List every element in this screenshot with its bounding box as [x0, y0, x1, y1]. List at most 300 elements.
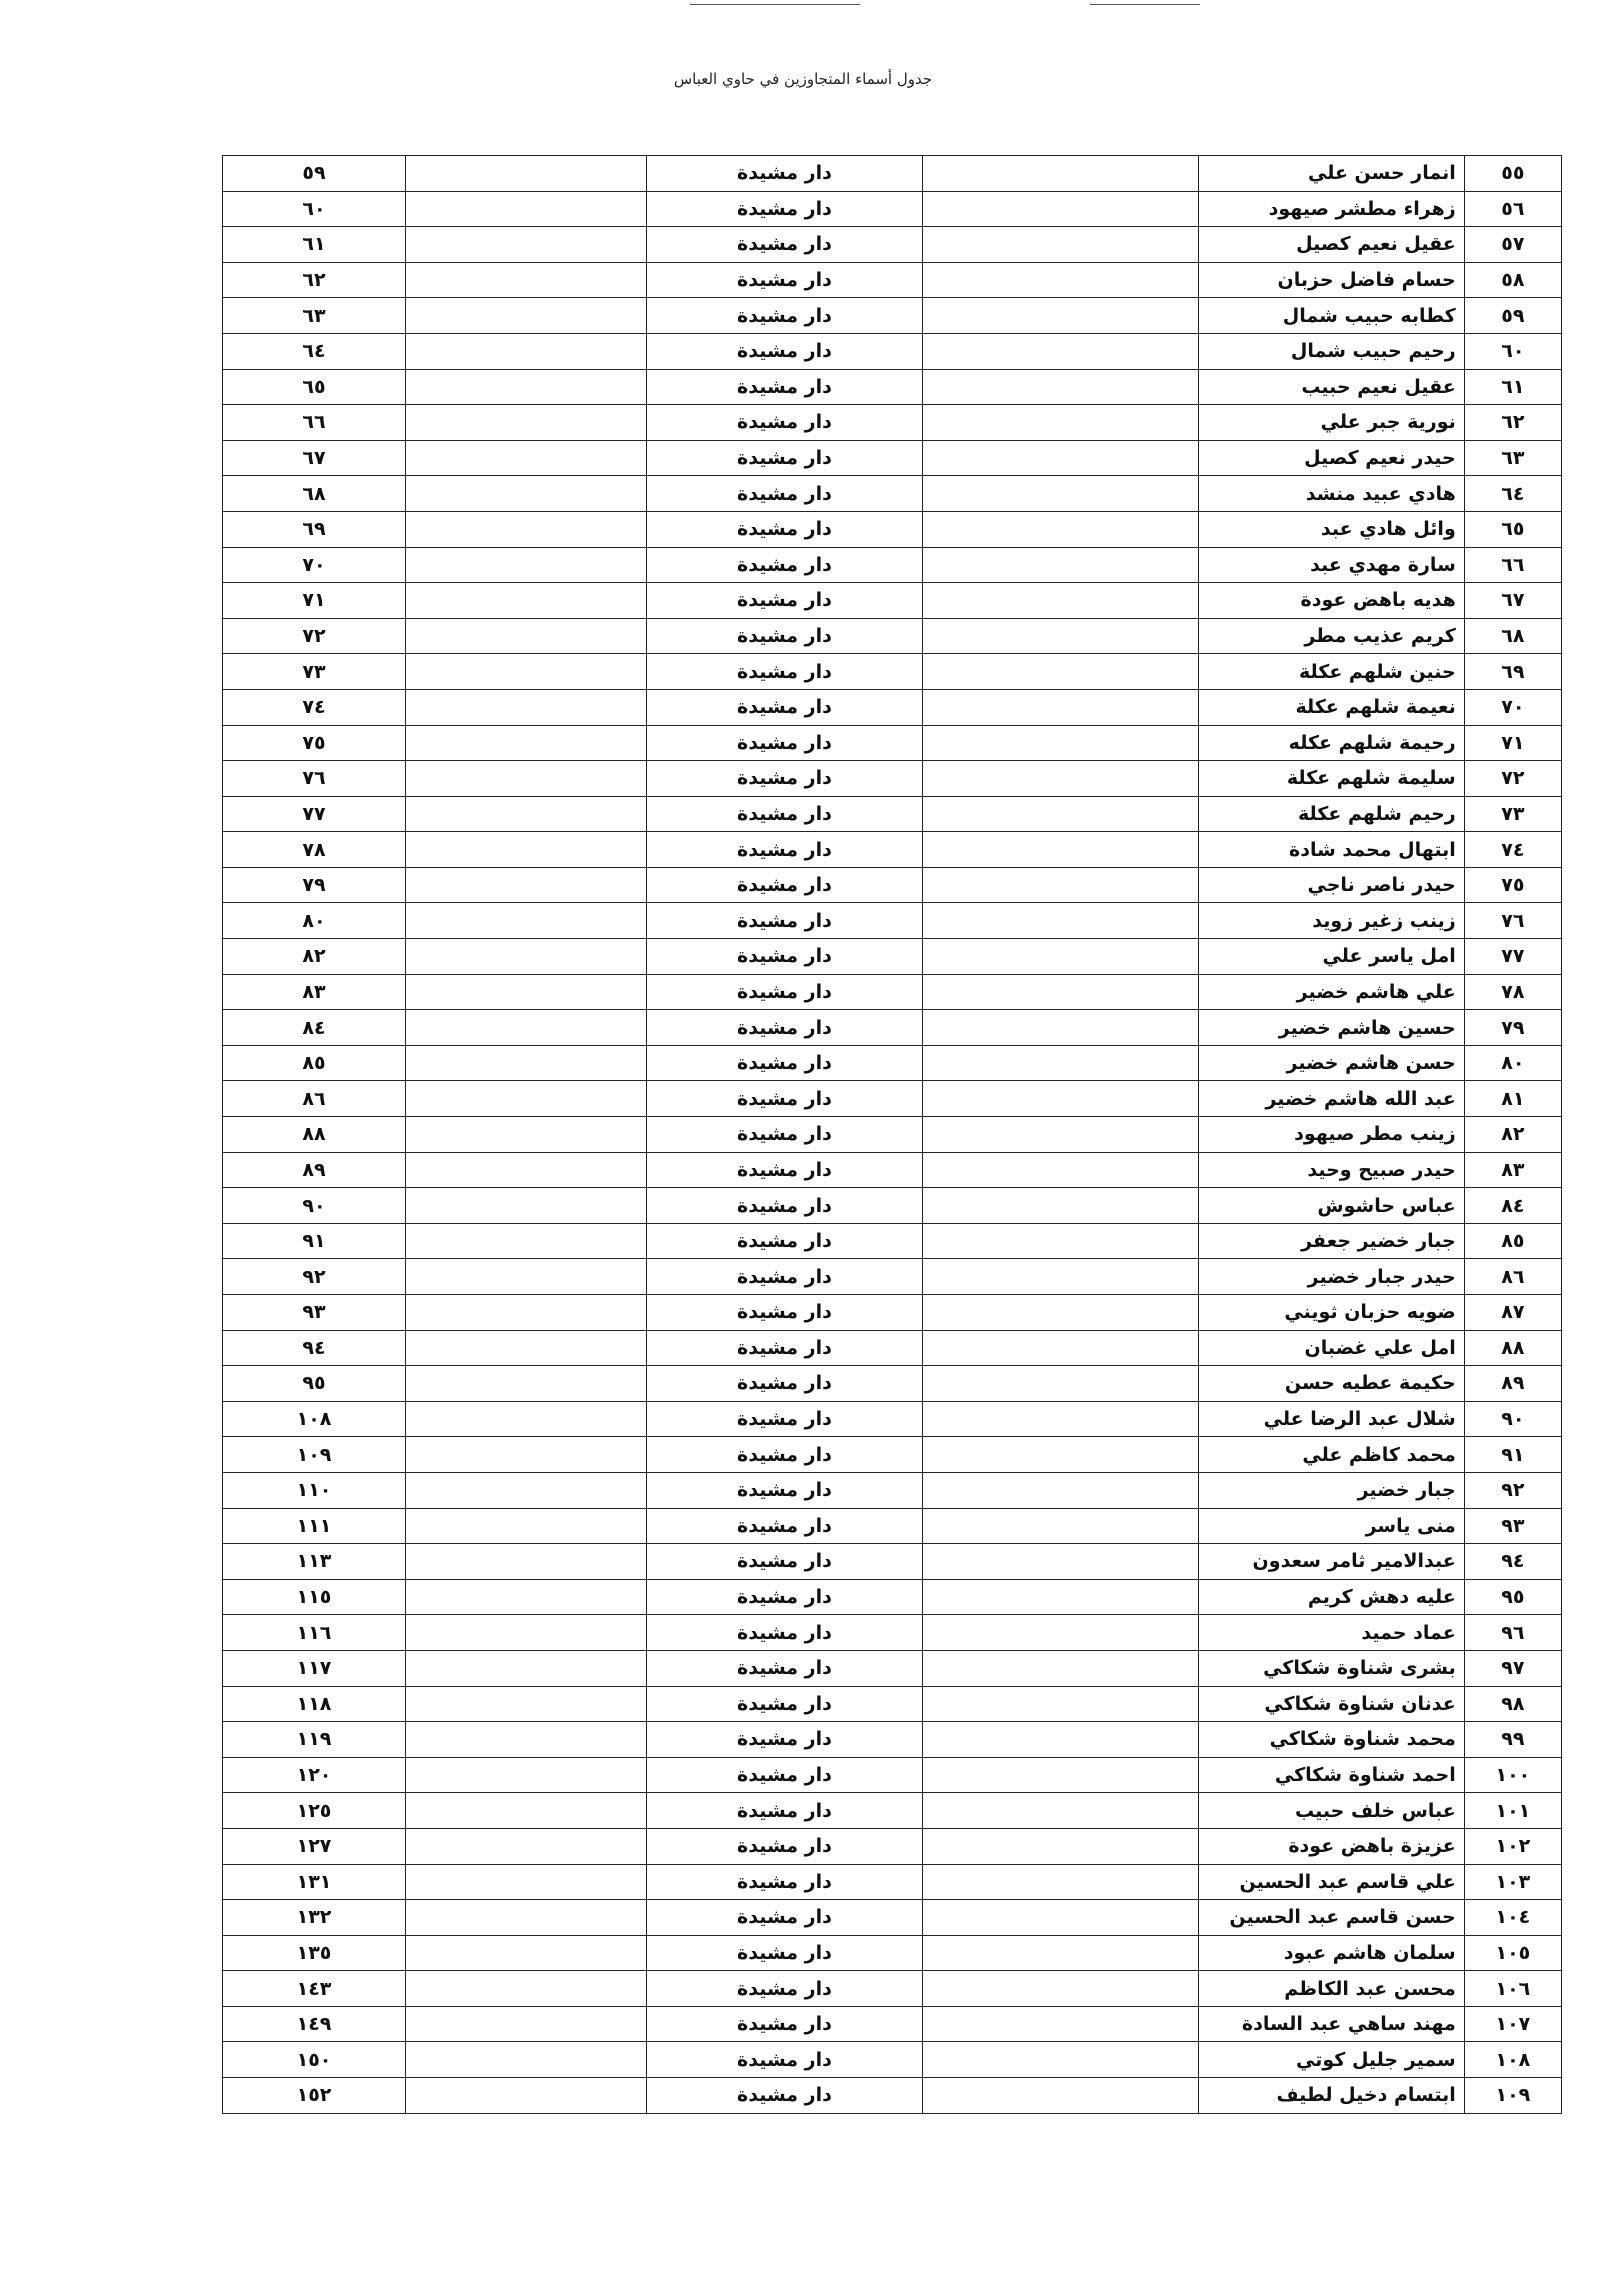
top-rule-right — [1090, 4, 1200, 5]
sequence-number-cell: ١٠٣ — [1464, 1864, 1561, 1900]
property-type-cell: دار مشيدة — [646, 511, 922, 547]
empty-cell — [922, 262, 1198, 298]
property-type-cell: دار مشيدة — [646, 1722, 922, 1758]
property-type-cell: دار مشيدة — [646, 654, 922, 690]
plot-number-cell: ١٢٥ — [223, 1793, 406, 1829]
sequence-number-cell: ٨٩ — [1464, 1366, 1561, 1402]
property-type-cell: دار مشيدة — [646, 1401, 922, 1437]
empty-cell — [406, 1117, 647, 1153]
plot-number-cell: ٧٤ — [223, 689, 406, 725]
empty-cell — [922, 2078, 1198, 2114]
table-row — [223, 1010, 1562, 1046]
empty-cell — [922, 511, 1198, 547]
person-name-cell: عبدالامير ثامر سعدون — [1199, 1544, 1465, 1580]
sequence-number-cell: ٩٧ — [1464, 1650, 1561, 1686]
top-rule-left — [690, 4, 860, 5]
property-type-cell: دار مشيدة — [646, 440, 922, 476]
empty-cell — [406, 1793, 647, 1829]
person-name-cell: علي هاشم خضير — [1199, 974, 1465, 1010]
table-row — [223, 1828, 1562, 1864]
sequence-number-cell: ١٠٨ — [1464, 2042, 1561, 2078]
table-body — [223, 156, 1562, 2114]
empty-cell — [406, 939, 647, 975]
table-row — [223, 1295, 1562, 1331]
empty-cell — [922, 1544, 1198, 1580]
empty-cell — [406, 1045, 647, 1081]
empty-cell — [406, 2078, 647, 2114]
sequence-number-cell: ٩٢ — [1464, 1472, 1561, 1508]
sequence-number-cell: ٩٨ — [1464, 1686, 1561, 1722]
empty-cell — [406, 1544, 647, 1580]
sequence-number-cell: ٦٧ — [1464, 583, 1561, 619]
person-name-cell: رحيم حبيب شمال — [1199, 333, 1465, 369]
plot-number-cell: ٧١ — [223, 583, 406, 619]
empty-cell — [922, 547, 1198, 583]
person-name-cell: جبار خضير — [1199, 1472, 1465, 1508]
empty-cell — [922, 1010, 1198, 1046]
empty-cell — [922, 1722, 1198, 1758]
person-name-cell: محسن عبد الكاظم — [1199, 1971, 1465, 2007]
table-row — [223, 2042, 1562, 2078]
empty-cell — [406, 476, 647, 512]
empty-cell — [406, 1579, 647, 1615]
empty-cell — [406, 1615, 647, 1651]
table-row — [223, 1508, 1562, 1544]
empty-cell — [922, 156, 1198, 192]
property-type-cell: دار مشيدة — [646, 939, 922, 975]
property-type-cell: دار مشيدة — [646, 1259, 922, 1295]
empty-cell — [406, 1010, 647, 1046]
empty-cell — [922, 1223, 1198, 1259]
empty-cell — [922, 1793, 1198, 1829]
property-type-cell: دار مشيدة — [646, 583, 922, 619]
property-type-cell: دار مشيدة — [646, 156, 922, 192]
empty-cell — [406, 2042, 647, 2078]
person-name-cell: سمير جليل كوتي — [1199, 2042, 1465, 2078]
empty-cell — [922, 298, 1198, 334]
plot-number-cell: ١٣٢ — [223, 1900, 406, 1936]
empty-cell — [406, 2006, 647, 2042]
table-row — [223, 1935, 1562, 1971]
plot-number-cell: ٩٥ — [223, 1366, 406, 1402]
plot-number-cell: ١١٣ — [223, 1544, 406, 1580]
person-name-cell: عباس حاشوش — [1199, 1188, 1465, 1224]
empty-cell — [922, 476, 1198, 512]
property-type-cell: دار مشيدة — [646, 1010, 922, 1046]
sequence-number-cell: ٩٦ — [1464, 1615, 1561, 1651]
empty-cell — [406, 191, 647, 227]
plot-number-cell: ٨٢ — [223, 939, 406, 975]
property-type-cell: دار مشيدة — [646, 333, 922, 369]
empty-cell — [922, 583, 1198, 619]
property-type-cell: دار مشيدة — [646, 2078, 922, 2114]
plot-number-cell: ٧٢ — [223, 618, 406, 654]
person-name-cell: عدنان شناوة شكاكي — [1199, 1686, 1465, 1722]
table-row — [223, 2078, 1562, 2114]
table-row — [223, 1330, 1562, 1366]
person-name-cell: محمد شناوة شكاكي — [1199, 1722, 1465, 1758]
empty-cell — [406, 654, 647, 690]
sequence-number-cell: ٨٦ — [1464, 1259, 1561, 1295]
empty-cell — [406, 725, 647, 761]
empty-cell — [406, 1722, 647, 1758]
property-type-cell: دار مشيدة — [646, 1295, 922, 1331]
sequence-number-cell: ٦١ — [1464, 369, 1561, 405]
empty-cell — [406, 618, 647, 654]
property-type-cell: دار مشيدة — [646, 1686, 922, 1722]
property-type-cell: دار مشيدة — [646, 405, 922, 441]
trespassers-table — [222, 155, 1562, 2114]
empty-cell — [406, 867, 647, 903]
table-row — [223, 1900, 1562, 1936]
empty-cell — [406, 832, 647, 868]
empty-cell — [922, 1650, 1198, 1686]
person-name-cell: رحيم شلهم عكلة — [1199, 796, 1465, 832]
empty-cell — [922, 1508, 1198, 1544]
sequence-number-cell: ٦٦ — [1464, 547, 1561, 583]
empty-cell — [922, 191, 1198, 227]
empty-cell — [406, 1864, 647, 1900]
person-name-cell: منى ياسر — [1199, 1508, 1465, 1544]
table-row — [223, 1615, 1562, 1651]
empty-cell — [922, 1864, 1198, 1900]
table-row — [223, 262, 1562, 298]
plot-number-cell: ٦٩ — [223, 511, 406, 547]
plot-number-cell: ٦٢ — [223, 262, 406, 298]
empty-cell — [922, 1935, 1198, 1971]
sequence-number-cell: ٧٩ — [1464, 1010, 1561, 1046]
empty-cell — [406, 1188, 647, 1224]
plot-number-cell: ٦٣ — [223, 298, 406, 334]
plot-number-cell: ٧٧ — [223, 796, 406, 832]
property-type-cell: دار مشيدة — [646, 832, 922, 868]
plot-number-cell: ٧٣ — [223, 654, 406, 690]
property-type-cell: دار مشيدة — [646, 1650, 922, 1686]
sequence-number-cell: ٦٢ — [1464, 405, 1561, 441]
empty-cell — [406, 262, 647, 298]
empty-cell — [406, 1401, 647, 1437]
plot-number-cell: ٨٩ — [223, 1152, 406, 1188]
person-name-cell: سارة مهدي عبد — [1199, 547, 1465, 583]
table-row — [223, 832, 1562, 868]
person-name-cell: زهراء مطشر صيهود — [1199, 191, 1465, 227]
property-type-cell: دار مشيدة — [646, 867, 922, 903]
sequence-number-cell: ٨٤ — [1464, 1188, 1561, 1224]
empty-cell — [406, 796, 647, 832]
person-name-cell: حيدر ناصر ناجي — [1199, 867, 1465, 903]
sequence-number-cell: ٦٣ — [1464, 440, 1561, 476]
plot-number-cell: ٩١ — [223, 1223, 406, 1259]
person-name-cell: حسام فاضل حزبان — [1199, 262, 1465, 298]
plot-number-cell: ٧٠ — [223, 547, 406, 583]
sequence-number-cell: ٨٥ — [1464, 1223, 1561, 1259]
property-type-cell: دار مشيدة — [646, 298, 922, 334]
plot-number-cell: ١٤٣ — [223, 1971, 406, 2007]
person-name-cell: ضويه حزبان ثويني — [1199, 1295, 1465, 1331]
empty-cell — [922, 1152, 1198, 1188]
empty-cell — [922, 1686, 1198, 1722]
table-row — [223, 725, 1562, 761]
property-type-cell: دار مشيدة — [646, 476, 922, 512]
property-type-cell: دار مشيدة — [646, 1188, 922, 1224]
empty-cell — [922, 1117, 1198, 1153]
property-type-cell: دار مشيدة — [646, 1579, 922, 1615]
person-name-cell: حيدر صبيح وحيد — [1199, 1152, 1465, 1188]
empty-cell — [922, 725, 1198, 761]
sequence-number-cell: ٨٠ — [1464, 1045, 1561, 1081]
empty-cell — [922, 1081, 1198, 1117]
plot-number-cell: ١٥٢ — [223, 2078, 406, 2114]
person-name-cell: زينب زغير زويد — [1199, 903, 1465, 939]
empty-cell — [406, 1472, 647, 1508]
property-type-cell: دار مشيدة — [646, 974, 922, 1010]
table-row — [223, 1152, 1562, 1188]
person-name-cell: عزيزة باهض عودة — [1199, 1828, 1465, 1864]
table-row — [223, 1472, 1562, 1508]
property-type-cell: دار مشيدة — [646, 1508, 922, 1544]
person-name-cell: حسن قاسم عبد الحسين — [1199, 1900, 1465, 1936]
property-type-cell: دار مشيدة — [646, 1045, 922, 1081]
empty-cell — [406, 1935, 647, 1971]
plot-number-cell: ١١١ — [223, 1508, 406, 1544]
empty-cell — [922, 761, 1198, 797]
property-type-cell: دار مشيدة — [646, 191, 922, 227]
empty-cell — [406, 333, 647, 369]
empty-cell — [922, 832, 1198, 868]
empty-cell — [406, 689, 647, 725]
table-row — [223, 1045, 1562, 1081]
plot-number-cell: ٦٨ — [223, 476, 406, 512]
table-row — [223, 796, 1562, 832]
table-row — [223, 191, 1562, 227]
plot-number-cell: ٧٥ — [223, 725, 406, 761]
person-name-cell: رحيمة شلهم عكله — [1199, 725, 1465, 761]
property-type-cell: دار مشيدة — [646, 2042, 922, 2078]
property-type-cell: دار مشيدة — [646, 1117, 922, 1153]
plot-number-cell: ٩٠ — [223, 1188, 406, 1224]
sequence-number-cell: ٥٩ — [1464, 298, 1561, 334]
property-type-cell: دار مشيدة — [646, 262, 922, 298]
person-name-cell: عقيل نعيم حبيب — [1199, 369, 1465, 405]
empty-cell — [922, 1615, 1198, 1651]
empty-cell — [922, 1828, 1198, 1864]
plot-number-cell: ١٣١ — [223, 1864, 406, 1900]
sequence-number-cell: ٩١ — [1464, 1437, 1561, 1473]
table-row — [223, 547, 1562, 583]
plot-number-cell: ٨٠ — [223, 903, 406, 939]
table-row — [223, 476, 1562, 512]
empty-cell — [922, 1900, 1198, 1936]
table-row — [223, 511, 1562, 547]
empty-cell — [922, 333, 1198, 369]
table-row — [223, 1864, 1562, 1900]
plot-number-cell: ١١٨ — [223, 1686, 406, 1722]
person-name-cell: ابتهال محمد شادة — [1199, 832, 1465, 868]
empty-cell — [406, 1259, 647, 1295]
empty-cell — [922, 654, 1198, 690]
plot-number-cell: ٥٩ — [223, 156, 406, 192]
property-type-cell: دار مشيدة — [646, 903, 922, 939]
table-row — [223, 618, 1562, 654]
empty-cell — [922, 1472, 1198, 1508]
plot-number-cell: ١٢٧ — [223, 1828, 406, 1864]
empty-cell — [922, 1579, 1198, 1615]
plot-number-cell: ٧٦ — [223, 761, 406, 797]
empty-cell — [922, 1330, 1198, 1366]
table-row — [223, 405, 1562, 441]
person-name-cell: سلمان هاشم عبود — [1199, 1935, 1465, 1971]
property-type-cell: دار مشيدة — [646, 1971, 922, 2007]
plot-number-cell: ٩٣ — [223, 1295, 406, 1331]
table-row — [223, 369, 1562, 405]
empty-cell — [922, 440, 1198, 476]
person-name-cell: حيدر نعيم كصيل — [1199, 440, 1465, 476]
empty-cell — [922, 1757, 1198, 1793]
sequence-number-cell: ٧٦ — [1464, 903, 1561, 939]
plot-number-cell: ١١٧ — [223, 1650, 406, 1686]
table-row — [223, 1117, 1562, 1153]
empty-cell — [922, 2042, 1198, 2078]
empty-cell — [406, 583, 647, 619]
property-type-cell: دار مشيدة — [646, 689, 922, 725]
plot-number-cell: ٧٨ — [223, 832, 406, 868]
property-type-cell: دار مشيدة — [646, 618, 922, 654]
empty-cell — [406, 1330, 647, 1366]
property-type-cell: دار مشيدة — [646, 1330, 922, 1366]
empty-cell — [406, 1152, 647, 1188]
property-type-cell: دار مشيدة — [646, 1437, 922, 1473]
property-type-cell: دار مشيدة — [646, 1081, 922, 1117]
table-row — [223, 654, 1562, 690]
plot-number-cell: ١٥٠ — [223, 2042, 406, 2078]
empty-cell — [922, 974, 1198, 1010]
plot-number-cell: ٨٨ — [223, 1117, 406, 1153]
empty-cell — [406, 547, 647, 583]
empty-cell — [406, 1828, 647, 1864]
empty-cell — [922, 1366, 1198, 1402]
empty-cell — [406, 156, 647, 192]
person-name-cell: عبد الله هاشم خضير — [1199, 1081, 1465, 1117]
person-name-cell: عباس خلف حبيب — [1199, 1793, 1465, 1829]
sequence-number-cell: ١٠٤ — [1464, 1900, 1561, 1936]
table-row — [223, 1971, 1562, 2007]
sequence-number-cell: ٧١ — [1464, 725, 1561, 761]
property-type-cell: دار مشيدة — [646, 1828, 922, 1864]
person-name-cell: احمد شناوة شكاكي — [1199, 1757, 1465, 1793]
empty-cell — [406, 1437, 647, 1473]
plot-number-cell: ٦٠ — [223, 191, 406, 227]
sequence-number-cell: ٨٢ — [1464, 1117, 1561, 1153]
person-name-cell: حسن هاشم خضير — [1199, 1045, 1465, 1081]
empty-cell — [922, 1259, 1198, 1295]
empty-cell — [406, 903, 647, 939]
plot-number-cell: ٨٦ — [223, 1081, 406, 1117]
sequence-number-cell: ١٠٢ — [1464, 1828, 1561, 1864]
property-type-cell: دار مشيدة — [646, 725, 922, 761]
sequence-number-cell: ٨٣ — [1464, 1152, 1561, 1188]
table-row — [223, 1757, 1562, 1793]
sequence-number-cell: ٩٠ — [1464, 1401, 1561, 1437]
empty-cell — [406, 440, 647, 476]
plot-number-cell: ٧٩ — [223, 867, 406, 903]
person-name-cell: مهند ساهي عبد السادة — [1199, 2006, 1465, 2042]
empty-cell — [922, 405, 1198, 441]
empty-cell — [406, 298, 647, 334]
sequence-number-cell: ٧٠ — [1464, 689, 1561, 725]
plot-number-cell: ٩٤ — [223, 1330, 406, 1366]
plot-number-cell: ٨٥ — [223, 1045, 406, 1081]
sequence-number-cell: ٩٤ — [1464, 1544, 1561, 1580]
sequence-number-cell: ٧٥ — [1464, 867, 1561, 903]
person-name-cell: نورية جبر علي — [1199, 405, 1465, 441]
empty-cell — [406, 511, 647, 547]
table-row — [223, 1650, 1562, 1686]
person-name-cell: امل علي غضبان — [1199, 1330, 1465, 1366]
plot-number-cell: ٨٤ — [223, 1010, 406, 1046]
person-name-cell: عليه دهش كريم — [1199, 1579, 1465, 1615]
plot-number-cell: ١١٠ — [223, 1472, 406, 1508]
sequence-number-cell: ٨٧ — [1464, 1295, 1561, 1331]
sequence-number-cell: ٧٤ — [1464, 832, 1561, 868]
plot-number-cell: ١٢٠ — [223, 1757, 406, 1793]
empty-cell — [406, 974, 647, 1010]
table-row — [223, 2006, 1562, 2042]
sequence-number-cell: ١٠٦ — [1464, 1971, 1561, 2007]
person-name-cell: نعيمة شلهم عكلة — [1199, 689, 1465, 725]
person-name-cell: حنين شلهم عكلة — [1199, 654, 1465, 690]
property-type-cell: دار مشيدة — [646, 547, 922, 583]
property-type-cell: دار مشيدة — [646, 1472, 922, 1508]
empty-cell — [406, 1366, 647, 1402]
property-type-cell: دار مشيدة — [646, 1223, 922, 1259]
property-type-cell: دار مشيدة — [646, 1900, 922, 1936]
table-row — [223, 1722, 1562, 1758]
property-type-cell: دار مشيدة — [646, 227, 922, 263]
plot-number-cell: ٦٧ — [223, 440, 406, 476]
person-name-cell: علي قاسم عبد الحسين — [1199, 1864, 1465, 1900]
person-name-cell: حسين هاشم خضير — [1199, 1010, 1465, 1046]
property-type-cell: دار مشيدة — [646, 1864, 922, 1900]
empty-cell — [406, 227, 647, 263]
table-row — [223, 1579, 1562, 1615]
property-type-cell: دار مشيدة — [646, 1615, 922, 1651]
sequence-number-cell: ٧٣ — [1464, 796, 1561, 832]
property-type-cell: دار مشيدة — [646, 1152, 922, 1188]
table-row — [223, 903, 1562, 939]
property-type-cell: دار مشيدة — [646, 1793, 922, 1829]
sequence-number-cell: ١٠٩ — [1464, 2078, 1561, 2114]
plot-number-cell: ٩٢ — [223, 1259, 406, 1295]
table-row — [223, 974, 1562, 1010]
table-row — [223, 1793, 1562, 1829]
sequence-number-cell: ٦٩ — [1464, 654, 1561, 690]
empty-cell — [406, 1650, 647, 1686]
empty-cell — [922, 796, 1198, 832]
sequence-number-cell: ٥٧ — [1464, 227, 1561, 263]
sequence-number-cell: ٥٨ — [1464, 262, 1561, 298]
empty-cell — [922, 1971, 1198, 2007]
empty-cell — [922, 689, 1198, 725]
person-name-cell: سليمة شلهم عكلة — [1199, 761, 1465, 797]
person-name-cell: محمد كاظم علي — [1199, 1437, 1465, 1473]
empty-cell — [406, 1223, 647, 1259]
property-type-cell: دار مشيدة — [646, 796, 922, 832]
table-row — [223, 1366, 1562, 1402]
table-row — [223, 939, 1562, 975]
empty-cell — [406, 1757, 647, 1793]
plot-number-cell: ١٠٨ — [223, 1401, 406, 1437]
empty-cell — [922, 2006, 1198, 2042]
